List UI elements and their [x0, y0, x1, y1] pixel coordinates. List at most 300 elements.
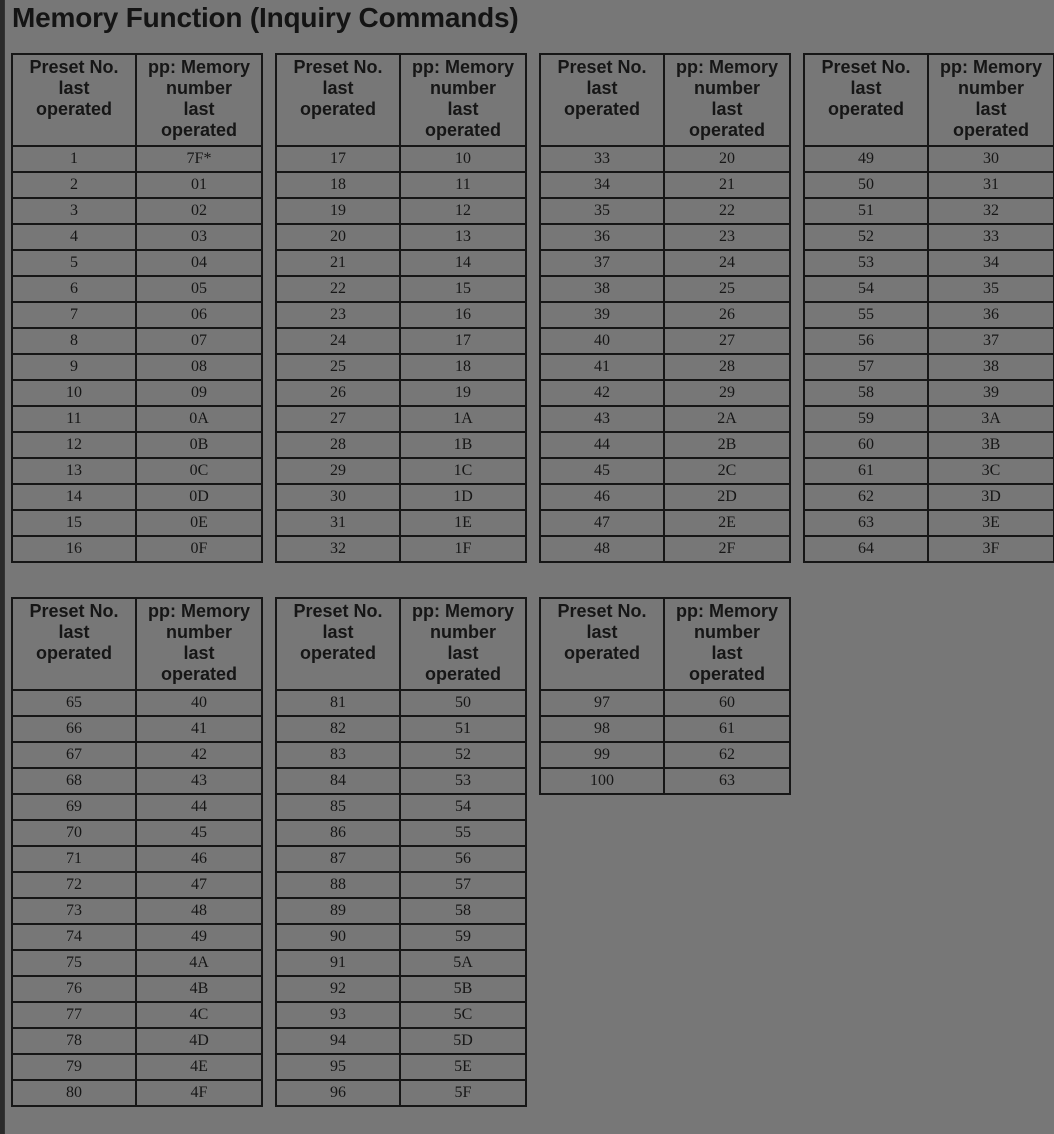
- memory-number-cell: 47: [136, 872, 262, 898]
- memory-number-cell: 38: [928, 354, 1054, 380]
- header-line: Preset No.: [293, 57, 383, 77]
- memory-number-cell: 22: [664, 198, 790, 224]
- preset-no-cell: 5: [12, 250, 136, 276]
- table-row: [12, 846, 262, 872]
- table-row: [276, 1028, 526, 1054]
- preset-no-cell: 71: [12, 846, 136, 872]
- preset-no-cell: 69: [12, 794, 136, 820]
- document-page: [4, 0, 1054, 1134]
- preset-no-cell: 65: [12, 690, 136, 716]
- preset-no-cell: 36: [540, 224, 664, 250]
- preset-no-cell: 73: [12, 898, 136, 924]
- memory-number-cell: 06: [136, 302, 262, 328]
- preset-no-cell: 1: [12, 146, 136, 172]
- table-row: [12, 690, 262, 716]
- table-row: [276, 250, 526, 276]
- preset-no-cell: 89: [276, 898, 400, 924]
- preset-no-cell: 41: [540, 354, 664, 380]
- preset-no-cell: 87: [276, 846, 400, 872]
- header-line: operated: [299, 643, 377, 663]
- preset-no-cell: 83: [276, 742, 400, 768]
- table-row: [12, 250, 262, 276]
- table-row: [276, 872, 526, 898]
- header-line: operated: [563, 99, 641, 119]
- memory-number-cell: 4D: [136, 1028, 262, 1054]
- memory-number-cell: 5C: [400, 1002, 526, 1028]
- header-line: number: [165, 622, 232, 642]
- memory-number-cell: 59: [400, 924, 526, 950]
- table-row: [540, 536, 790, 562]
- header-line: last: [850, 78, 882, 98]
- header-line: number: [165, 78, 232, 98]
- table-row: [12, 1028, 262, 1054]
- header-line: last: [322, 622, 354, 642]
- header-line: pp: Memory: [939, 57, 1042, 77]
- memory-number-cell: 3F: [928, 536, 1054, 562]
- memory-number-cell: 3E: [928, 510, 1054, 536]
- header-memory-number: [664, 54, 790, 146]
- memory-number-cell: 13: [400, 224, 526, 250]
- memory-number-cell: 3A: [928, 406, 1054, 432]
- preset-no-cell: 76: [12, 976, 136, 1002]
- table-row: [12, 224, 262, 250]
- preset-no-cell: 70: [12, 820, 136, 846]
- table-row: [276, 354, 526, 380]
- memory-number-cell: 60: [664, 690, 790, 716]
- header-memory-number: [400, 598, 526, 690]
- memory-number-cell: 35: [928, 276, 1054, 302]
- preset-no-cell: 26: [276, 380, 400, 406]
- table-row: [540, 328, 790, 354]
- table-row: [276, 536, 526, 562]
- header-preset-no: [12, 54, 136, 146]
- preset-no-cell: 16: [12, 536, 136, 562]
- preset-no-cell: 93: [276, 1002, 400, 1028]
- memory-number-cell: 3D: [928, 484, 1054, 510]
- table-row: [12, 510, 262, 536]
- preset-no-cell: 37: [540, 250, 664, 276]
- header-preset-no: [540, 598, 664, 690]
- table-row: [540, 432, 790, 458]
- preset-no-cell: 35: [540, 198, 664, 224]
- header-line: last: [58, 78, 90, 98]
- header-line: operated: [688, 664, 766, 684]
- table-header-row: [804, 54, 1054, 146]
- preset-no-cell: 48: [540, 536, 664, 562]
- header-line: operated: [424, 664, 502, 684]
- preset-no-cell: 72: [12, 872, 136, 898]
- table-row: [276, 768, 526, 794]
- header-line: operated: [563, 643, 641, 663]
- memory-number-cell: 0B: [136, 432, 262, 458]
- memory-number-cell: 50: [400, 690, 526, 716]
- memory-number-cell: 24: [664, 250, 790, 276]
- table-row: [276, 380, 526, 406]
- memory-number-cell: 5A: [400, 950, 526, 976]
- table-row: [12, 328, 262, 354]
- header-line: operated: [952, 120, 1030, 140]
- table-row: [12, 458, 262, 484]
- table-row: [12, 950, 262, 976]
- table-row: [804, 250, 1054, 276]
- table-row: [804, 536, 1054, 562]
- table-row: [540, 198, 790, 224]
- memory-number-cell: 05: [136, 276, 262, 302]
- memory-number-cell: 0E: [136, 510, 262, 536]
- memory-table-5: [11, 597, 263, 1107]
- header-preset-no: [12, 598, 136, 690]
- memory-number-cell: 2F: [664, 536, 790, 562]
- preset-no-cell: 13: [12, 458, 136, 484]
- header-line: operated: [299, 99, 377, 119]
- header-line: last: [711, 99, 743, 119]
- table-row: [276, 690, 526, 716]
- preset-no-cell: 99: [540, 742, 664, 768]
- preset-no-cell: 45: [540, 458, 664, 484]
- header-line: number: [693, 78, 760, 98]
- memory-number-cell: 54: [400, 794, 526, 820]
- memory-number-cell: 53: [400, 768, 526, 794]
- table-row: [12, 1002, 262, 1028]
- table-header-row: [12, 598, 262, 690]
- memory-number-cell: 32: [928, 198, 1054, 224]
- memory-number-cell: 25: [664, 276, 790, 302]
- memory-number-cell: 19: [400, 380, 526, 406]
- preset-no-cell: 46: [540, 484, 664, 510]
- memory-number-cell: 46: [136, 846, 262, 872]
- preset-no-cell: 53: [804, 250, 928, 276]
- header-line: Preset No.: [557, 57, 647, 77]
- preset-no-cell: 75: [12, 950, 136, 976]
- table-row: [540, 768, 790, 794]
- table-row: [804, 354, 1054, 380]
- preset-no-cell: 78: [12, 1028, 136, 1054]
- memory-number-cell: 5D: [400, 1028, 526, 1054]
- preset-no-cell: 51: [804, 198, 928, 224]
- table-row: [540, 510, 790, 536]
- preset-no-cell: 62: [804, 484, 928, 510]
- header-line: pp: Memory: [147, 601, 250, 621]
- preset-no-cell: 95: [276, 1054, 400, 1080]
- preset-no-cell: 12: [12, 432, 136, 458]
- memory-number-cell: 29: [664, 380, 790, 406]
- memory-number-cell: 23: [664, 224, 790, 250]
- table-row: [276, 198, 526, 224]
- preset-no-cell: 84: [276, 768, 400, 794]
- memory-table-4: [803, 53, 1054, 563]
- table-row: [804, 172, 1054, 198]
- memory-number-cell: 4A: [136, 950, 262, 976]
- preset-no-cell: 3: [12, 198, 136, 224]
- memory-number-cell: 02: [136, 198, 262, 224]
- preset-no-cell: 44: [540, 432, 664, 458]
- memory-number-cell: 26: [664, 302, 790, 328]
- table-row: [276, 458, 526, 484]
- preset-no-cell: 7: [12, 302, 136, 328]
- table-row: [540, 250, 790, 276]
- header-line: operated: [160, 120, 238, 140]
- preset-no-cell: 68: [12, 768, 136, 794]
- header-preset-no: [276, 598, 400, 690]
- memory-number-cell: 4B: [136, 976, 262, 1002]
- preset-no-cell: 52: [804, 224, 928, 250]
- table-row: [540, 458, 790, 484]
- memory-number-cell: 28: [664, 354, 790, 380]
- memory-number-cell: 14: [400, 250, 526, 276]
- memory-number-cell: 2C: [664, 458, 790, 484]
- preset-no-cell: 8: [12, 328, 136, 354]
- table-row: [12, 924, 262, 950]
- preset-no-cell: 9: [12, 354, 136, 380]
- table-row: [804, 484, 1054, 510]
- header-line: pp: Memory: [675, 601, 778, 621]
- table-row: [804, 276, 1054, 302]
- preset-no-cell: 98: [540, 716, 664, 742]
- preset-no-cell: 56: [804, 328, 928, 354]
- table-row: [276, 820, 526, 846]
- table-row: [276, 1002, 526, 1028]
- memory-number-cell: 55: [400, 820, 526, 846]
- header-preset-no: [540, 54, 664, 146]
- header-line: number: [957, 78, 1024, 98]
- header-line: last: [711, 643, 743, 663]
- header-preset-no: [276, 54, 400, 146]
- memory-number-cell: 42: [136, 742, 262, 768]
- preset-no-cell: 32: [276, 536, 400, 562]
- memory-number-cell: 3C: [928, 458, 1054, 484]
- header-memory-number: [400, 54, 526, 146]
- table-row: [276, 950, 526, 976]
- table-row: [276, 172, 526, 198]
- table-row: [276, 1054, 526, 1080]
- table-row: [12, 716, 262, 742]
- header-line: number: [429, 78, 496, 98]
- memory-number-cell: 08: [136, 354, 262, 380]
- memory-number-cell: 61: [664, 716, 790, 742]
- memory-number-cell: 10: [400, 146, 526, 172]
- table-row: [12, 820, 262, 846]
- header-line: last: [447, 99, 479, 119]
- preset-no-cell: 4: [12, 224, 136, 250]
- memory-number-cell: 0A: [136, 406, 262, 432]
- memory-number-cell: 1A: [400, 406, 526, 432]
- header-memory-number: [136, 598, 262, 690]
- header-line: last: [58, 622, 90, 642]
- header-line: operated: [688, 120, 766, 140]
- memory-number-cell: 58: [400, 898, 526, 924]
- memory-number-cell: 17: [400, 328, 526, 354]
- memory-number-cell: 12: [400, 198, 526, 224]
- memory-number-cell: 49: [136, 924, 262, 950]
- preset-no-cell: 47: [540, 510, 664, 536]
- table-row: [804, 328, 1054, 354]
- header-line: last: [183, 643, 215, 663]
- preset-no-cell: 54: [804, 276, 928, 302]
- preset-no-cell: 15: [12, 510, 136, 536]
- preset-no-cell: 11: [12, 406, 136, 432]
- table-row: [804, 224, 1054, 250]
- preset-no-cell: 31: [276, 510, 400, 536]
- header-line: last: [975, 99, 1007, 119]
- memory-number-cell: 1B: [400, 432, 526, 458]
- header-memory-number: [664, 598, 790, 690]
- table-row: [804, 406, 1054, 432]
- header-line: last: [322, 78, 354, 98]
- preset-no-cell: 2: [12, 172, 136, 198]
- table-row: [12, 872, 262, 898]
- table-row: [540, 224, 790, 250]
- memory-number-cell: 15: [400, 276, 526, 302]
- memory-number-cell: 20: [664, 146, 790, 172]
- table-header-row: [276, 598, 526, 690]
- memory-number-cell: 5B: [400, 976, 526, 1002]
- memory-number-cell: 21: [664, 172, 790, 198]
- table-row: [12, 172, 262, 198]
- memory-number-cell: 44: [136, 794, 262, 820]
- memory-number-cell: 0C: [136, 458, 262, 484]
- memory-number-cell: 11: [400, 172, 526, 198]
- preset-no-cell: 67: [12, 742, 136, 768]
- table-row: [540, 354, 790, 380]
- table-row: [276, 432, 526, 458]
- preset-no-cell: 81: [276, 690, 400, 716]
- table-header-row: [540, 54, 790, 146]
- header-line: last: [586, 78, 618, 98]
- preset-no-cell: 40: [540, 328, 664, 354]
- preset-no-cell: 77: [12, 1002, 136, 1028]
- memory-number-cell: 2B: [664, 432, 790, 458]
- memory-number-cell: 4F: [136, 1080, 262, 1106]
- table-row: [12, 276, 262, 302]
- preset-no-cell: 6: [12, 276, 136, 302]
- table-row: [276, 924, 526, 950]
- header-line: operated: [35, 643, 113, 663]
- memory-number-cell: 04: [136, 250, 262, 276]
- preset-no-cell: 28: [276, 432, 400, 458]
- preset-no-cell: 33: [540, 146, 664, 172]
- preset-no-cell: 92: [276, 976, 400, 1002]
- preset-no-cell: 74: [12, 924, 136, 950]
- preset-no-cell: 39: [540, 302, 664, 328]
- table-row: [276, 328, 526, 354]
- table-row: [12, 1080, 262, 1106]
- table-row: [804, 432, 1054, 458]
- table-row: [12, 432, 262, 458]
- preset-no-cell: 23: [276, 302, 400, 328]
- table-row: [540, 172, 790, 198]
- header-line: last: [447, 643, 479, 663]
- memory-number-cell: 09: [136, 380, 262, 406]
- memory-number-cell: 63: [664, 768, 790, 794]
- memory-number-cell: 30: [928, 146, 1054, 172]
- preset-no-cell: 63: [804, 510, 928, 536]
- table-row: [12, 484, 262, 510]
- table-row: [12, 768, 262, 794]
- memory-number-cell: 45: [136, 820, 262, 846]
- preset-no-cell: 17: [276, 146, 400, 172]
- preset-no-cell: 80: [12, 1080, 136, 1106]
- table-row: [276, 794, 526, 820]
- preset-no-cell: 94: [276, 1028, 400, 1054]
- preset-no-cell: 64: [804, 536, 928, 562]
- memory-number-cell: 27: [664, 328, 790, 354]
- preset-no-cell: 42: [540, 380, 664, 406]
- table-row: [540, 716, 790, 742]
- memory-number-cell: 56: [400, 846, 526, 872]
- table-row: [276, 224, 526, 250]
- header-line: Preset No.: [821, 57, 911, 77]
- preset-no-cell: 66: [12, 716, 136, 742]
- memory-number-cell: 01: [136, 172, 262, 198]
- table-row: [276, 846, 526, 872]
- memory-number-cell: 2A: [664, 406, 790, 432]
- page-title: Memory Function (Inquiry Commands): [12, 2, 519, 33]
- table-row: [12, 742, 262, 768]
- table-row: [540, 690, 790, 716]
- header-line: Preset No.: [29, 57, 119, 77]
- preset-no-cell: 34: [540, 172, 664, 198]
- preset-no-cell: 85: [276, 794, 400, 820]
- preset-no-cell: 20: [276, 224, 400, 250]
- header-line: pp: Memory: [147, 57, 250, 77]
- table-header-row: [12, 54, 262, 146]
- preset-no-cell: 58: [804, 380, 928, 406]
- memory-table-2: [275, 53, 527, 563]
- table-row: [276, 276, 526, 302]
- preset-no-cell: 18: [276, 172, 400, 198]
- preset-no-cell: 24: [276, 328, 400, 354]
- memory-number-cell: 1C: [400, 458, 526, 484]
- table-row: [12, 198, 262, 224]
- table-row: [540, 276, 790, 302]
- table-row: [276, 716, 526, 742]
- memory-number-cell: 57: [400, 872, 526, 898]
- header-memory-number: [928, 54, 1054, 146]
- memory-number-cell: 4C: [136, 1002, 262, 1028]
- memory-number-cell: 43: [136, 768, 262, 794]
- table-row: [540, 146, 790, 172]
- preset-no-cell: 90: [276, 924, 400, 950]
- header-line: number: [429, 622, 496, 642]
- preset-no-cell: 25: [276, 354, 400, 380]
- header-line: Preset No.: [29, 601, 119, 621]
- preset-no-cell: 30: [276, 484, 400, 510]
- header-line: operated: [424, 120, 502, 140]
- table-row: [12, 898, 262, 924]
- memory-number-cell: 37: [928, 328, 1054, 354]
- preset-no-cell: 27: [276, 406, 400, 432]
- memory-number-cell: 33: [928, 224, 1054, 250]
- memory-number-cell: 34: [928, 250, 1054, 276]
- memory-number-cell: 51: [400, 716, 526, 742]
- memory-number-cell: 39: [928, 380, 1054, 406]
- memory-number-cell: 5E: [400, 1054, 526, 1080]
- memory-number-cell: 0D: [136, 484, 262, 510]
- preset-no-cell: 100: [540, 768, 664, 794]
- table-row: [12, 406, 262, 432]
- preset-no-cell: 79: [12, 1054, 136, 1080]
- header-line: Preset No.: [557, 601, 647, 621]
- memory-number-cell: 07: [136, 328, 262, 354]
- table-row: [540, 380, 790, 406]
- memory-table-1: [11, 53, 263, 563]
- header-line: pp: Memory: [675, 57, 778, 77]
- memory-number-cell: 3B: [928, 432, 1054, 458]
- table-row: [12, 354, 262, 380]
- table-row: [276, 302, 526, 328]
- memory-number-cell: 40: [136, 690, 262, 716]
- preset-no-cell: 88: [276, 872, 400, 898]
